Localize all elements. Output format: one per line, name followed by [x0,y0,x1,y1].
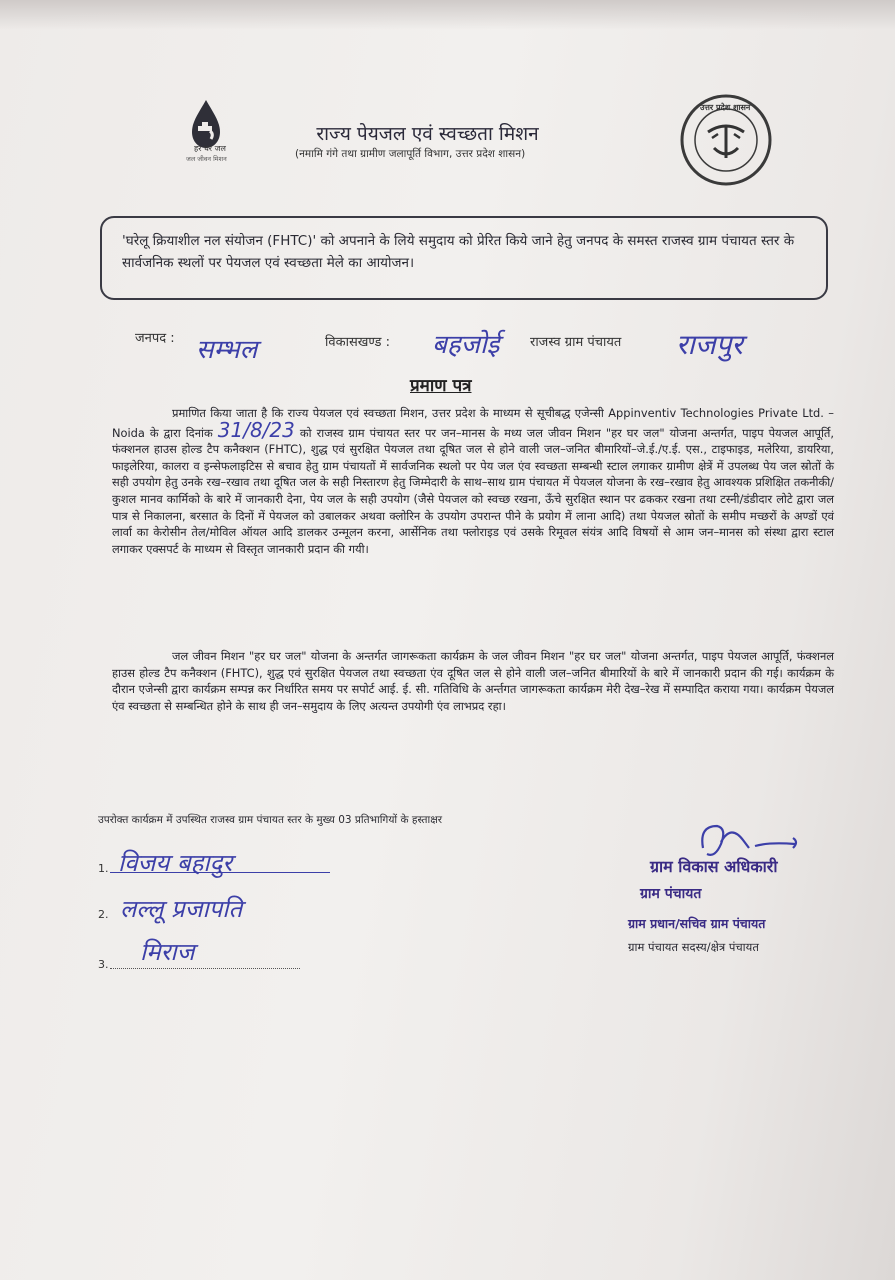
janpad-label: जनपद : [135,331,175,346]
seal-text: उत्तर प्रदेश शासन [700,103,751,112]
rep-num-3: 3. [98,958,109,971]
header-title [0,120,895,146]
rep-num-2: 2. [98,908,109,921]
representative-name-3: मिराज [140,938,195,966]
block-label: विकासखण्ड : [325,335,391,350]
block-value: बहजोई [432,330,500,360]
representative-row-2 [98,908,109,921]
janpad-value: सम्भल [196,335,258,365]
event-date: 31/8/23 [217,417,295,442]
stamp-gram-panchayat: ग्राम पंचायत [640,886,702,902]
gram-panchayat-value: राजपुर [676,328,743,361]
stamp-officer-title: ग्राम विकास अधिकारी [650,857,778,876]
representative-name-2: लल्लू प्रजापति [120,895,243,923]
paragraph-2 [112,648,834,714]
para2-text: जल जीवन मिशन "हर घर जल" योजना के अन्तर्गत जागरूकता कार्यक्रम के जल जीवन मिशन "हर घर जल" योजना अन्तर्गत, पाइप पेयजल आपूर्ति, फंक्शनल हाउस होल्ड टैप कनैक्शन (FHTC), शुद्ध एवं सुरक्षित पेयजल तथा स्वच्छता एंव दूषित जल से होने वाली जल–जनित बीमारियों के बारे में जानकारी प्रदान की गई। कार्यक्रम के दौरान एजेन्सी द्वारा कार्यक्रम सम्पन्न कर निर्धारित समय पर सपोर्ट आई. ई. सी. गतिविधि के अर्न्तगत जागरूकता कार्यक्रम मेरी देख–रेख में सम्पादित कराया गया। कार्यक्रम पेयजल एंव स्वच्छता से सम्बन्धित होने के साथ ही जन–समुदाय के लिए अत्यन्त उपयोगी एंव लाभप्रद रहा। [112,649,834,713]
page-top-shadow [0,0,895,30]
subject-box: 'घरेलू क्रियाशील नल संयोजन (FHTC)' को अपनाने के लिये समुदाय को प्रेरित किये जाने हेतु जनपद के समस्त राजस्व ग्राम पंचायत स्तर के सार्वजनिक स्थलों पर पेयजल एवं स्वच्छता मेले का आयोजन। [100,216,828,300]
representatives-heading: उपरोक्त कार्यक्रम में उपस्थित राजस्व ग्राम पंचायत स्तर के मुख्य 03 प्रतिभागियों के हस्ताक्षर [98,814,443,826]
para1-before-date: प्रमाणित किया जाता है कि राज्य पेयजल एवं स्वच्छता मिशन, उत्तर प्रदेश के माध्यम से सूचीबद्ध एजेन्सी Appinventiv Technologies Private Ltd. – Noida के द्वारा दिनांक [112,406,834,440]
rep-num-1: 1. [98,862,109,875]
representative-row-3 [98,958,109,971]
paragraph-1 [112,405,834,557]
logo-text-2: जल जीवन मिशन [186,155,227,163]
gram-panchayat-label: राजस्व ग्राम पंचायत [530,335,622,350]
signature-underline-1 [110,872,330,873]
representative-row-1 [98,862,109,875]
representative-name-1: विजय बहादुर [118,849,233,877]
signatory-role: ग्राम पंचायत सदस्य/क्षेत्र पंचायत [628,940,759,954]
dotted-line-3 [110,968,300,969]
certificate-title: प्रमाण पत्र [410,376,472,396]
logo-text-1: हर घर जल [194,144,226,153]
header-title-text: राज्य पेयजल एवं स्वच्छता मिशन [316,123,539,145]
header-subtitle: (नमामि गंगे तथा ग्रामीण जलापूर्ति विभाग, उत्तर प्रदेश शासन) [295,148,526,160]
para1-after-date: को राजस्व ग्राम पंचायत स्तर पर जन–मानस के मध्य जल जीवन मिशन "हर घर जल" योजना अन्तर्गत, पाइप पेयजल आपूर्ति, फंक्शनल हाउस होल्ड टैप कनैक्शन (FHTC), शुद्ध एवं सुरक्षित पेयजल तथा दूषित जल से होने वाली जल–जनित बीमारियों–जे.ई./ए.ई. एस., टाइफाइड, मलेरिया, डायरिया, फाइलेरिया, कालरा व इन्सेफलाइटिस से बचाव हेतु ग्राम पंचायतों में सार्वजनिक स्थलो पर पेय जल एंव स्वच्छता सम्बन्धी स्टाल लगाकर ग्रामीण क्षेत्रें में उपलब्ध पेय जल स्रोतों के सही उपयोग हेतु उनके रख–रखाव तथा दूषित जल के सही निस्तारण हेतु जिम्मेदारी के साथ–साथ ग्राम पंचायत में पेयजल योजना के रख–रखाव हेतु आवश्यक प्रशिक्षित तकनीकी/कुशल मानव कार्मिको के बारे में जानकारी देना, पेय जल के सही उपयोग (जैसे पेयजल को स्वच्छ रखना, ऊँचे सुरक्षित स्थान पर ढककर रखना तथा टस्नी/डंडीदार लोटे द्वारा जल पात्र से निकालना, बरसात के दिनों में पेयजल को उबालकर अथवा क्लोरिन के उपयोग उपरान्त पीने के प्रयोग में लाना आदि) तथा पेयजल स्रोतों के समीप मच्छरों के अण्डों एवं लार्वा का केरोसीन तेल/मोविल ऑयल आदि डालकर उन्मूलन करना, आर्सेनिक तथा फ्लोराइड एवं उसके रिमूवल संयंत्र आदि विषयों से आम जन–मानस को संस्था द्वारा स्टाल लगाकर एक्सपर्ट के माध्यम से विस्तृत जानकारी प्रदान की गयी। [112,425,835,556]
stamp-pradhan-sachiv: ग्राम प्रधान/सचिव ग्राम पंचायत [628,916,766,931]
